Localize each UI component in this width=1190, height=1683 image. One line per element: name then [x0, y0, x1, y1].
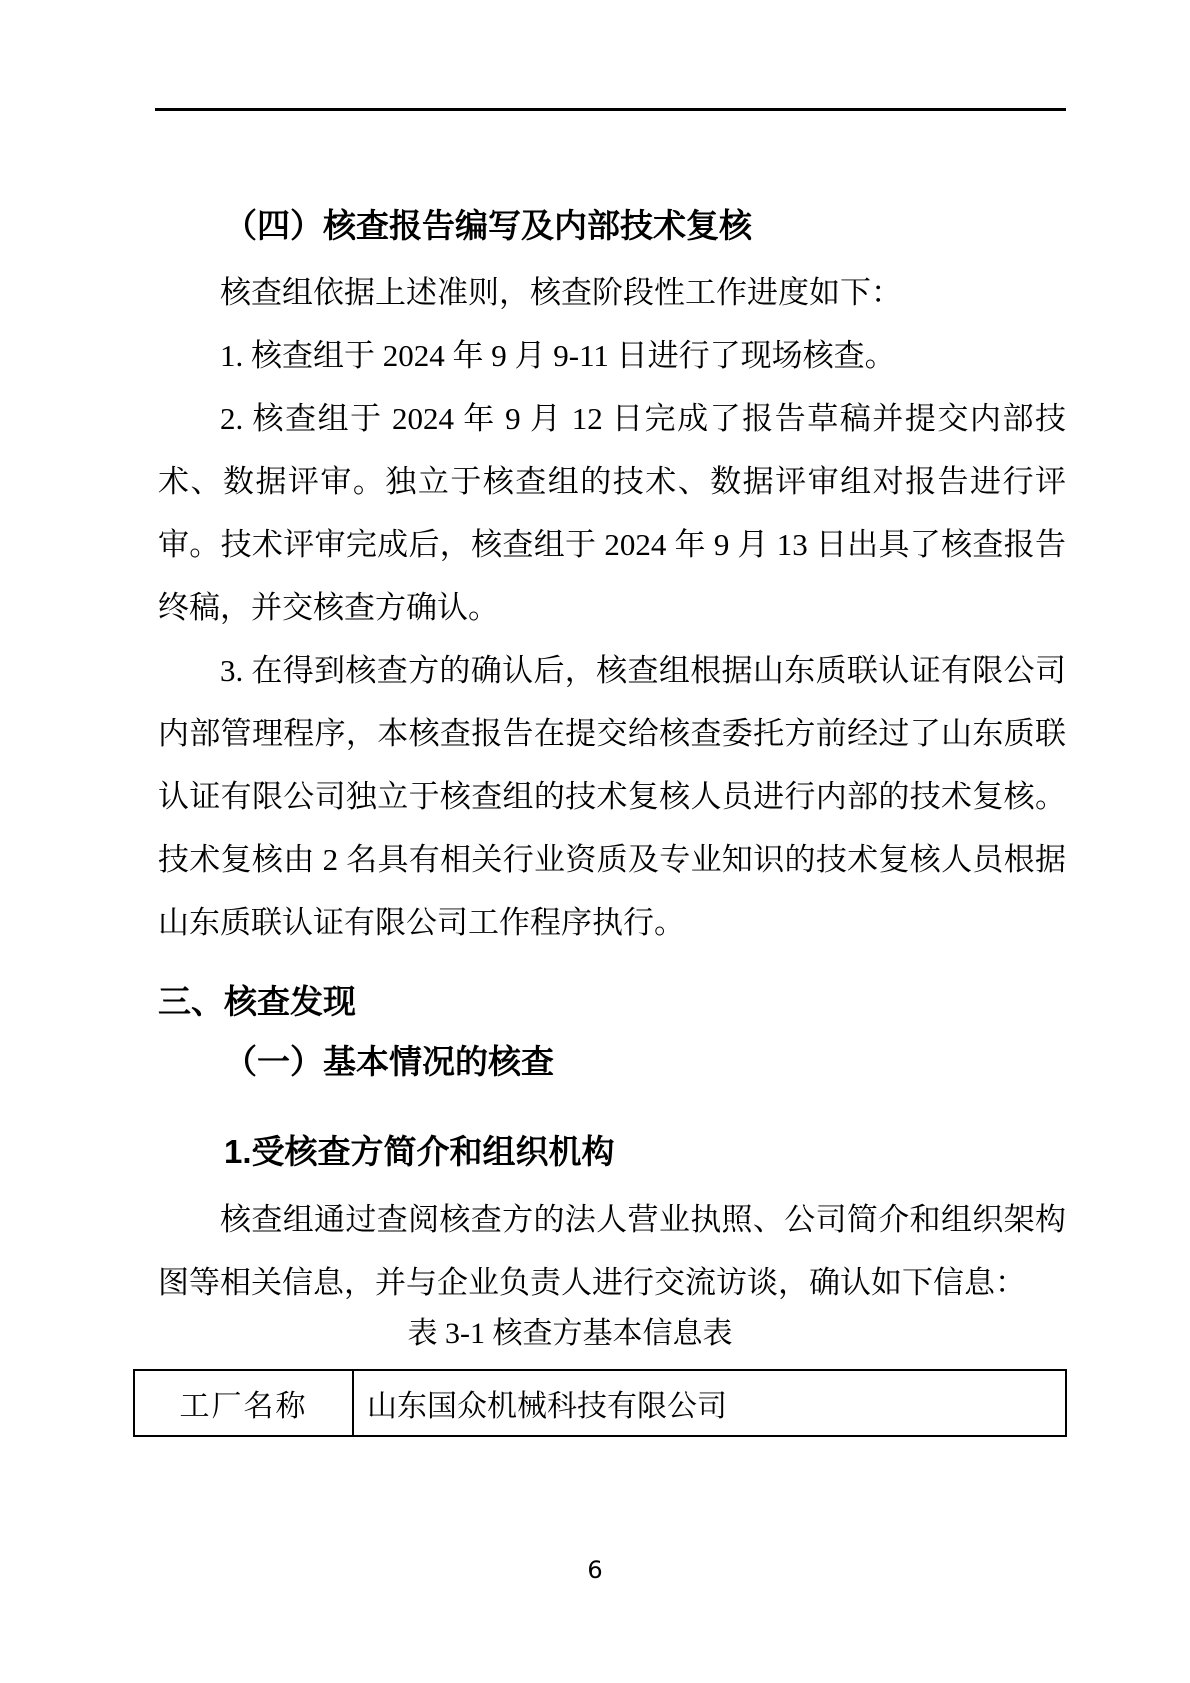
factory-name-label-cell: 工厂名称: [134, 1370, 353, 1436]
heading-subsection-1: （一）基本情况的核查: [224, 1043, 554, 1080]
heading-topic-1: 1.受核查方简介和组织机构: [224, 1133, 615, 1170]
heading-section-4: （四）核查报告编写及内部技术复核: [224, 207, 752, 244]
paragraph-progress-item-2: 2. 核查组于 2024 年 9 月 12 日完成了报告草稿并提交内部技术、数据评审。独立于核查组的技术、数据评审组对报告进行评审。技术评审完成后，核查组于 2024 年 9 月 13 日出具了核查报告终稿，并交核查方确认。: [158, 401, 1066, 625]
heading-chapter-3: 三、核查发现: [158, 983, 356, 1020]
paragraph-progress-intro: 核查组依据上述准则，核查阶段性工作进度如下：: [220, 275, 902, 310]
header-divider-rule: [155, 108, 1066, 111]
table-row: [134, 1370, 1066, 1436]
paragraph-basic-info: 核查组通过查阅核查方的法人营业执照、公司简介和组织架构图等相关信息，并与企业负责人进行交流访谈，确认如下信息：: [158, 1202, 1066, 1300]
basic-info-table: [133, 1369, 1067, 1437]
paragraph-progress-item-1: 1. 核查组于 2024 年 9 月 9-11 日进行了现场核查。: [220, 338, 896, 373]
factory-name-value-cell: 山东国众机械科技有限公司: [353, 1370, 1066, 1436]
paragraph-progress-item-3: 3. 在得到核查方的确认后，核查组根据山东质联认证有限公司内部管理程序，本核查报告在提交给核查委托方前经过了山东质联认证有限公司独立于核查组的技术复核人员进行内部的技术复核。技术复核由 2 名具有相关行业资质及专业知识的技术复核人员根据山东质联认证有限公司工作程序执行。: [158, 653, 1066, 940]
table-caption: 表 3-1 核查方基本信息表: [407, 1317, 733, 1350]
page-number: 6: [587, 1556, 603, 1584]
